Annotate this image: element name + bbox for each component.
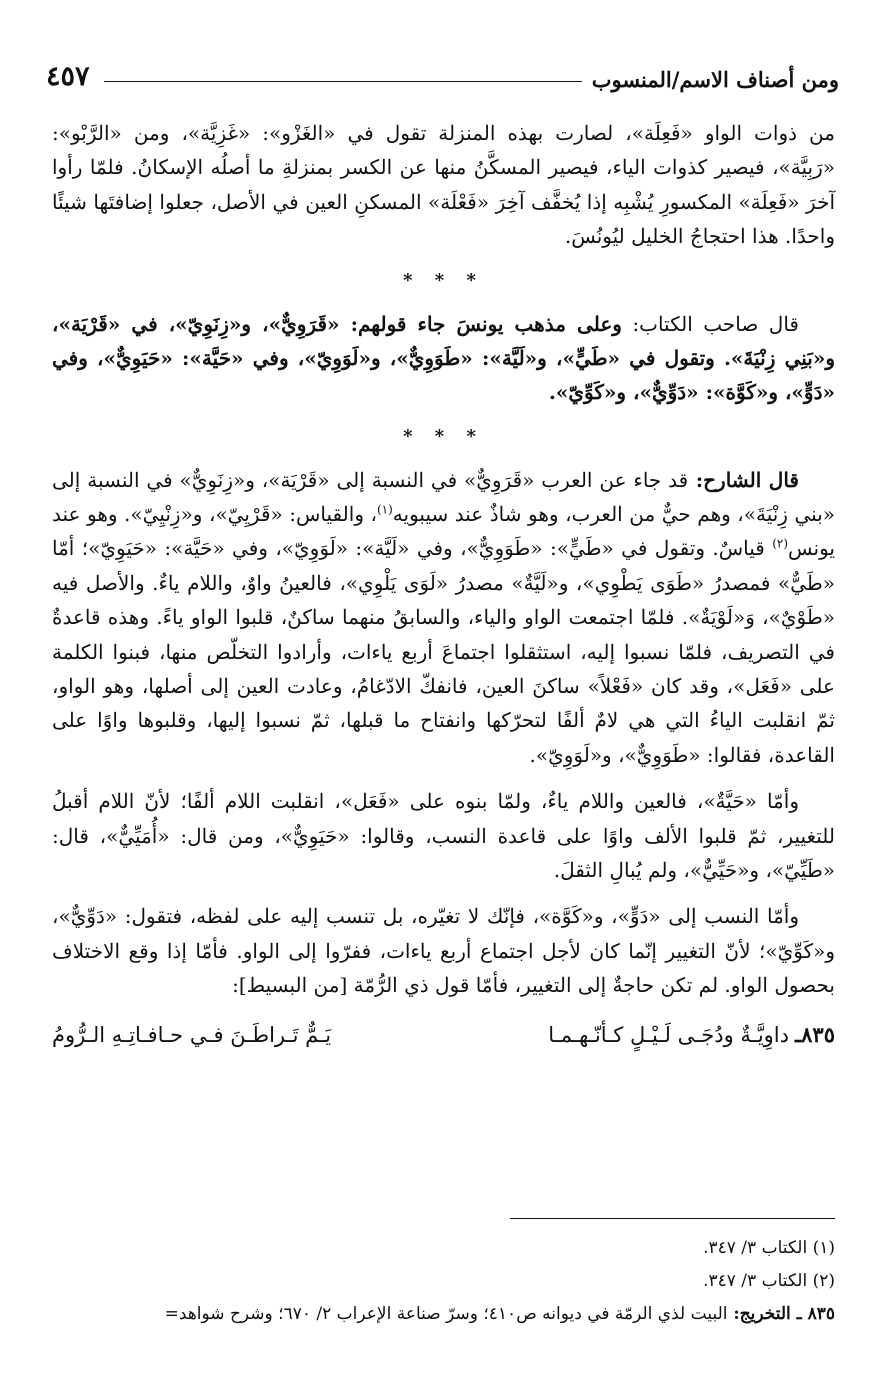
page-header — [46, 52, 839, 92]
commentator-lead: قال الشارح: — [688, 467, 799, 492]
section-separator: * * * — [403, 269, 484, 291]
footnote-ref-1: (١) — [376, 502, 393, 517]
header-rule — [104, 81, 582, 82]
footnote-takhrij — [40, 1298, 835, 1331]
page-number: ٤٥٧ — [46, 61, 90, 92]
footnote-ref-2: (٢) — [772, 536, 789, 551]
commentary-text-b: ، والقياس: «قَرْيِيّ»، و«زِنْيِيّ». وهو عند يونس — [52, 502, 835, 561]
takhrij-text: البيت لذي الرمّة في ديوانه ص٤١٠؛ وسرّ صناعة الإعراب ٢/ ٦٧٠؛ وشرح شواهد= — [164, 1304, 728, 1325]
footnote-1: (١) الكتاب ٣/ ٣٤٧. — [703, 1238, 835, 1258]
takhrij-label: ٨٣٥ ـ التخريج: — [727, 1304, 835, 1325]
running-head: ومن أصناف الاسم/المنسوب — [591, 67, 839, 92]
author-quote-lead: قال صاحب الكتاب: — [621, 311, 799, 336]
poetry-verse — [52, 1017, 835, 1053]
author-quote-paragraph — [52, 307, 835, 410]
footnotes — [40, 1232, 835, 1331]
verse-number: ٨٣٥ـ — [795, 1021, 835, 1047]
commentary-text-c: قياسٌ. وتقول في «طَيٍّ»: «طَوَوِيٌّ»، وفي «لَيَّة»: «لَوَوِيّ»، وفي «حَيَّة»: «حَيَوِيّ»؛ أمّا «طَيٌّ» فمصدرُ «طَوَى يَطْوِي»، و«لَيَّةٌ» مصدرُ «لَوَى يَلْوِي»، فالعينُ واوٌ، واللام ياءٌ. والأصل فيه «طَوْيٌ»، وَ«لَوْيَةٌ». فلمّا اجتمعت الواو والياء، والسابقُ منهما ساكنٌ، قلبوا الواو ياءً. وهذه قاعدةٌ في التصريف، فلمّا نسبوا إليه، استثقلوا اجتماعَ أربع ياءات، وأرادوا التخلّص منها، فبنوا الكلمة على «فَعَل»، وقد كان «فَعْلاً» ساكنَ العين، فانفكّ الادّغامُ، وعادت العين إلى أصلها، وهو الواو، ثمّ انقلبت الياءُ التي هي لامٌ ألفًا لتحرّكها وانفتاح ما قبلها، ثمّ نسبوا إليها، وقلبوها واوًا على القاعدة، فقالوا: «طَوَوِيٌّ»، و«لَوَوِيّ». — [52, 536, 835, 767]
paragraph-nisba-daww: وأمّا النسب إلى «دَوٍّ»، و«كَوَّة»، فإنّك لا تغيّره، بل تنسب إليه على لفظه، فتقول: «دَوِّيٌّ»، و«كَوِّيّ»؛ لأنّ التغيير إنّما كان لأجل اجتماع أربع ياءات، ففرّوا إلى الواو. فأمّا إذا وقع الاختلاف بحصول الواو. لم تكن حاجةٌ إلى التغيير، فأمّا قول ذي الرُّمّة [من البسيط]: — [52, 904, 836, 998]
paragraph-hayya: وأمّا «حَيَّةٌ»، فالعين واللام ياءٌ، ولمّا بنوه على «فَعَل»، انقلبت اللام ألفًا؛ لأنّ اللام أقبلُ للتغيير، ثمّ قلبوا الألف واوًا على قاعدة النسب، وقالوا: «حَيَوِيٌّ»، ومن قال: «أُمَيِّيٌّ»، قال: «طَيِّيّ»، و«حَيِّيٌّ»، ولم يُبالِ الثقلَ. — [52, 789, 835, 882]
section-separator: * * * — [403, 425, 484, 447]
main-text — [52, 116, 835, 1053]
paragraph-1: من ذوات الواو «فَعِلَة»، لصارت بهذه المنزلة تقول في «الغَزْو»: «غَزِيَّة»، ومن «الرَّبْو»: «رَبِيَّة»، فيصير كذوات الياء، فيصير المسكَّنُ منها عن الكسر بمنزلةِ ما أصلُه الإسكانُ. فلمّا رأوا آخرَ «فَعِلَة» المكسورِ يُشْبِه إذا يُخفَّف آخِرَ «فَعْلَة» المسكنِ العين في الأصل، جعلوا إضافتَها شيئًا واحدًا. هذا احتجاجُ الخليل ليُونُسَ. — [52, 121, 835, 249]
footnote-rule — [510, 1218, 835, 1219]
author-quote-text: وعلى مذهب يونسَ جاء قولهم: «قَرَوِيٌّ»، و«زِنَوِيّ»، في «قَرْيَة»، و«بَنِي زِنْيَةَ». وتقول في «طَيٍّ»، و«لَيَّة»: «طَوَوِيٌّ»، و«لَوَوِيّ»، وفي «حَيَّة»: «حَيَوِيٌّ»، وفي «دَوٍّ»، و«كَوَّة»: «دَوِّيٌّ»، و«كَوِّيّ». — [52, 311, 836, 405]
footnote-2: (٢) الكتاب ٣/ ٣٤٧. — [703, 1271, 835, 1292]
commentary-paragraph — [52, 463, 835, 773]
verse-hemistich-2: يَـمٌّ تَـراطَـنَ فـي حـافـاتِـهِ الـرُّومُ — [52, 1022, 332, 1047]
commentary-text-a: قد جاء عن العرب «قَرَوِيٌّ» في النسبة إلى «قَرْيَة»، و«زِنَوِيٌّ» في النسبة إلى «بني زِنْيَةَ»، وهم حيٌّ من العرب، وهو شاذٌ عند سيبويه — [52, 467, 835, 527]
verse-hemistich-1: داوِيَّـةٌ ودُجَـى لَـيْـلٍ كـأنّـهـمـا — [548, 1022, 789, 1047]
